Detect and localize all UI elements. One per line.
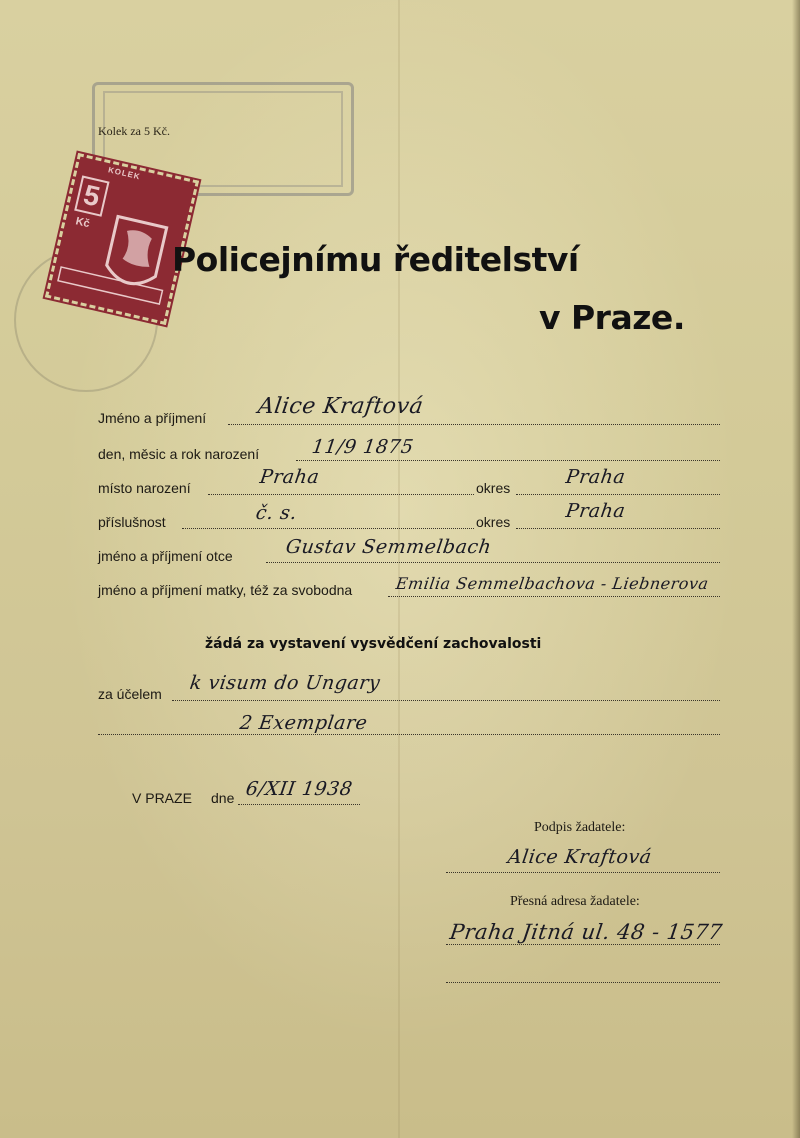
- mother-label: jméno a příjmení matky, též za svobodna: [98, 582, 353, 598]
- citizenship-district-value: Praha: [564, 500, 627, 522]
- citizenship-district-label: okres: [476, 514, 511, 530]
- date-label-dne: dne: [211, 790, 235, 806]
- citizenship-line: [182, 528, 474, 529]
- mother-line: [388, 596, 720, 597]
- father-value: Gustav Semmelbach: [284, 536, 493, 558]
- birth-district-line: [516, 494, 720, 495]
- paper-fold: [398, 0, 400, 1138]
- paper-edge: [792, 0, 800, 1138]
- birth-date-value: 11/9 1875: [310, 436, 416, 458]
- birth-date-label: den, měsic a rok narození: [98, 446, 260, 462]
- citizenship-label: příslušnost: [98, 514, 166, 530]
- birth-district-value: Praha: [564, 466, 627, 488]
- name-label: Jméno a příjmení: [98, 410, 207, 426]
- name-value: Alice Kraftová: [256, 394, 425, 419]
- citizenship-district-line: [516, 528, 720, 529]
- date-label-prefix: V PRAZE: [132, 790, 192, 806]
- address-value: Praha Jitná ul. 48 - 1577: [448, 920, 725, 944]
- kolek-label: Kolek za 5 Kč.: [98, 124, 170, 138]
- birth-date-line: [296, 460, 720, 461]
- purpose-label: za účelem: [98, 686, 162, 702]
- signature-label: Podpis žadatele:: [534, 820, 626, 835]
- purpose-value-1: k visum do Ungary: [188, 672, 382, 694]
- address-line-1: [446, 944, 720, 945]
- address-line-2: [446, 982, 720, 983]
- birth-place-label: místo narození: [98, 480, 191, 496]
- date-line: [238, 804, 360, 805]
- purpose-value-2: 2 Exemplare: [238, 712, 369, 734]
- lion-emblem-icon: [49, 157, 196, 322]
- request-heading: žádá za vystavení vysvědčení zachovalosti: [205, 636, 542, 652]
- title-line-1: Policejnímu ředitelství: [172, 240, 579, 279]
- birth-place-line: [208, 494, 474, 495]
- birth-district-label: okres: [476, 480, 511, 496]
- title-line-2: v Praze.: [539, 298, 685, 337]
- purpose-line-2: [98, 734, 720, 735]
- revenue-stamp: [45, 153, 199, 325]
- address-label: Přesná adresa žadatele:: [510, 894, 640, 909]
- name-line: [228, 424, 720, 425]
- signature-line: [446, 872, 720, 873]
- purpose-line-1: [172, 700, 720, 701]
- revenue-stamp-top: KOLEK: [107, 165, 142, 182]
- birth-place-value: Praha: [258, 466, 321, 488]
- father-line: [266, 562, 720, 563]
- revenue-stamp-currency: Kč: [74, 215, 91, 231]
- mother-value: Emilia Semmelbachova - Liebnerova: [394, 574, 710, 593]
- citizenship-value: č. s.: [254, 502, 299, 524]
- signature-value: Alice Kraftová: [506, 846, 654, 868]
- father-label: jméno a příjmení otce: [98, 548, 233, 564]
- revenue-stamp-value: 5: [74, 175, 109, 216]
- date-value: 6/XII 1938: [244, 778, 354, 800]
